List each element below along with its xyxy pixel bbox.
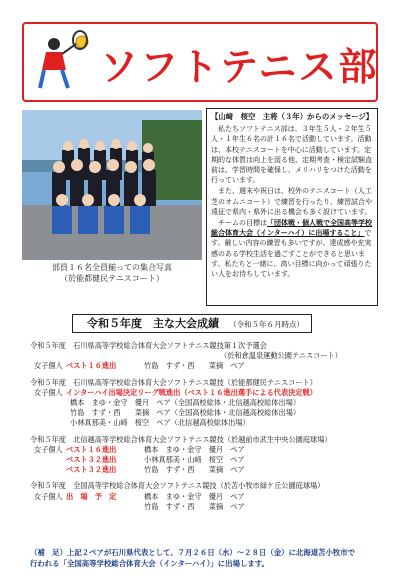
result-row: 女子個人 ベスト１６進出 橋本 まゆ・金守 優月 ペア — [34, 444, 245, 454]
result-row: 女子個人 ベスト１６進出 竹島 すず・西 菜摘 ペア — [34, 361, 245, 371]
result-row: ベスト３２進出 小林真那美・山﨑 桜空 ペア — [66, 455, 245, 465]
message-paragraph: また、週末や祝日は、校外のテニスコート（人工芝のオムニコート）で練習を行ったり、練習試合や遠征で県内・県外に出る機会も多く設けています。 — [211, 187, 372, 216]
message-paragraph: 私たちソフトテニス部は、３年生５人・２年生５人・１年生６名の計１６名で活動しています。活動は、本校テニスコートを中心に活動しています。定期的な体質は向上を図る他、定期考査・検定試験直前は、学習時間を確保し、メリハリをつけた活動を行っています。 — [211, 125, 372, 185]
qualified-pair: 竹島 すず・西 菜摘 ペア（全国高校総体・北信越高校総体出場） — [70, 408, 301, 418]
team-photo — [22, 110, 202, 260]
supplementary-note: （補 足）上記２ペアが石川県代表として、７月２６日（水）～２８日（金）に北海道苫小牧市で 行われる「全国高等学校総合体育大会（インターハイ）」に出場します。 — [30, 548, 356, 568]
captain-message — [206, 108, 378, 306]
team-goal: 「団体戦・個人戦で全国高等学校総合体育大会（インターハイ）に出場すること」 — [211, 219, 372, 238]
competition-title: 令和５年度 北信越高等学校総合体育大会ソフトテニス競技（於越前市武生中央公園庭球場） — [30, 434, 332, 444]
competition-title: 令和５年度 全国高等学校総合体育大会ソフトテニス競技（於苫小牧市緑ケ丘公園庭球場） — [30, 481, 325, 491]
message-heading: 【山﨑 桜空 主将（３年）からのメッセージ】 — [211, 112, 374, 121]
competition-title: 令和５年度 石川県高等学校総合体育大会ソフトテニス競技（於能都健民テニスコート） — [30, 377, 317, 387]
qualified-pair: 小林真那美・山﨑 桜空 ペア（北信越高校総体出場） — [70, 418, 250, 428]
message-paragraph: チームの目標は「団体戦・個人戦で全国高等学校総合体育大会（インターハイ）に出場すること」です。厳しい内容の練習も多いですが、達成感や充実感のある学校生活を過ごすことができると思います。私たちと一緒に、高い目標に向かって頑張りたい人をお待ちしています。 — [211, 219, 372, 279]
result-row: 女子個人 出 場 予 定 橋本 まゆ・金守 優月 ペア — [34, 491, 245, 501]
title-banner — [22, 22, 378, 102]
competition-venue: （於和倉温泉運動公園テニスコート） — [220, 351, 342, 361]
as-of-date: （令和５年６月時点） — [229, 320, 304, 329]
qualified-pair: 橋本 まゆ・金守 優月 ペア（全国高校総体・北信越高校総体出場） — [70, 398, 301, 408]
result-row: 竹島 すず・西 菜摘 ペア — [144, 501, 245, 511]
result-row: ベスト３２進出 竹島 すず・西 菜摘 ペア — [66, 465, 245, 475]
competition-title: 令和５年度 石川県高等学校総合体育大会ソフトテニス競技第１次予選会 — [30, 341, 267, 350]
results-list — [30, 341, 390, 512]
page-title: ソフトテニス部 — [100, 45, 379, 89]
result-row: 女子個人 インターハイ出場決定リーグ戦進出（ベスト１６進出選手による代表決定戦） — [34, 387, 317, 397]
results-heading: 令和５年度 主な大会成績 （令和５年６月時点） — [72, 314, 312, 333]
photo-caption: 部員１６名全員揃っての集合写真 （於能都健民テニスコート） — [52, 263, 172, 283]
tennis-player-logo-icon — [32, 30, 98, 96]
